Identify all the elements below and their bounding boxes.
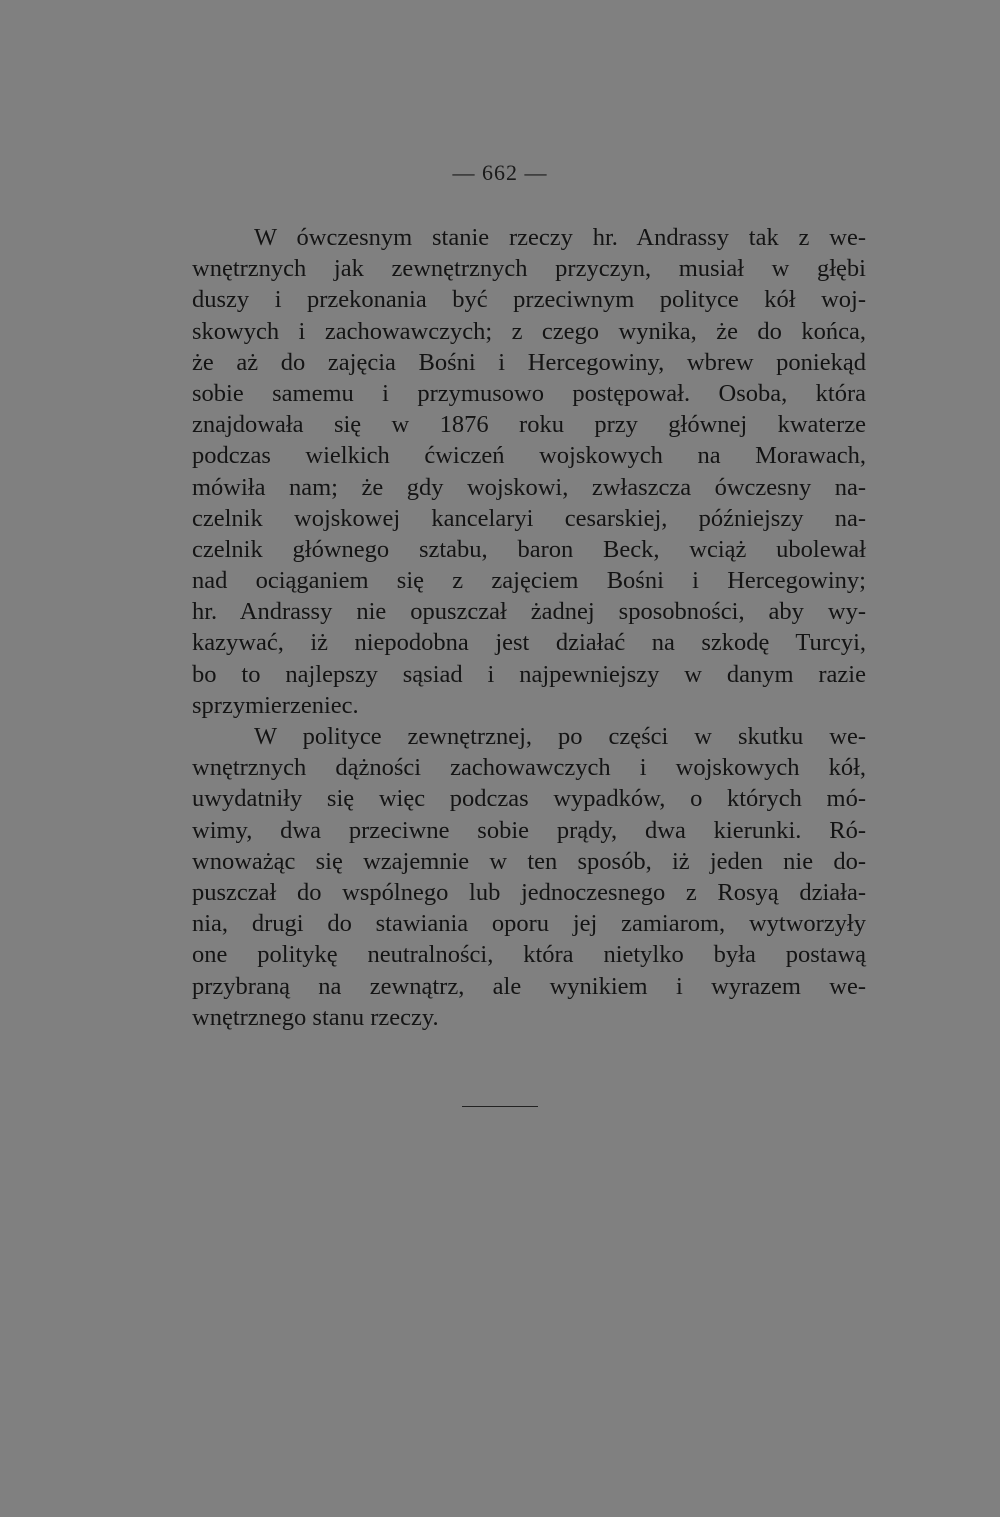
- text-line: bo to najlepszy sąsiad i najpewniejszy w danym razie: [192, 660, 866, 688]
- text-line: sobie samemu i przymusowo postępował. Osoba, która: [192, 379, 866, 407]
- text-line: znajdowała się w 1876 roku przy głównej kwaterze: [192, 411, 866, 439]
- text-line: mówiła nam; że gdy wojskowi, zwłaszcza ówczesny na-: [192, 473, 866, 501]
- paragraph-2: [192, 721, 866, 1033]
- page-number: — 662 —: [452, 160, 548, 185]
- section-separator: [462, 1106, 538, 1107]
- body-text: [192, 222, 866, 1033]
- text-line: wnoważąc się wzajemnie w ten sposób, iż jeden nie do-: [192, 847, 866, 875]
- text-line: wnętrznych dążności zachowawczych i wojskowych kół,: [192, 754, 866, 782]
- text-line: puszczał do wspólnego lub jednoczesnego z Rosyą działa-: [192, 878, 866, 906]
- text-line: kazywać, iż niepodobna jest działać na szkodę Turcyi,: [192, 629, 866, 657]
- text-line: nia, drugi do stawiania oporu jej zamiarom, wytworzyły: [192, 910, 866, 938]
- text-line: uwydatniły się więc podczas wypadków, o których mó-: [192, 785, 866, 813]
- text-line: wnętrznego stanu rzeczy.: [192, 1003, 439, 1031]
- text-line: sprzymierzeniec.: [192, 691, 359, 719]
- text-line: one politykę neutralności, która nietylko była postawą: [192, 941, 866, 969]
- text-line: skowych i zachowawczych; z czego wynika, że do końca,: [192, 317, 866, 345]
- text-line: W polityce zewnętrznej, po części w skutku we-: [254, 723, 866, 750]
- text-line: że aż do zajęcia Bośni i Hercegowiny, wbrew poniekąd: [192, 348, 866, 376]
- text-line: nad ociąganiem się z zajęciem Bośni i Hercegowiny;: [192, 567, 866, 595]
- paragraph-1: [192, 222, 866, 721]
- text-line: W ówczesnym stanie rzeczy hr. Andrassy tak z we-: [254, 224, 866, 251]
- text-line: czelnik wojskowej kancelaryi cesarskiej, późniejszy na-: [192, 504, 866, 532]
- text-line: duszy i przekonania być przeciwnym polityce kół woj-: [192, 286, 866, 314]
- text-line: podczas wielkich ćwiczeń wojskowych na Morawach,: [192, 442, 866, 470]
- text-line: przybraną na zewnątrz, ale wynikiem i wyrazem we-: [192, 972, 866, 1000]
- text-line: czelnik głównego sztabu, baron Beck, wciąż ubolewał: [192, 535, 866, 563]
- text-line: wnętrznych jak zewnętrznych przyczyn, musiał w głębi: [192, 255, 866, 283]
- text-line: wimy, dwa przeciwne sobie prądy, dwa kierunki. Ró-: [192, 816, 866, 844]
- text-line: hr. Andrassy nie opuszczał żadnej sposobności, aby wy-: [192, 598, 866, 626]
